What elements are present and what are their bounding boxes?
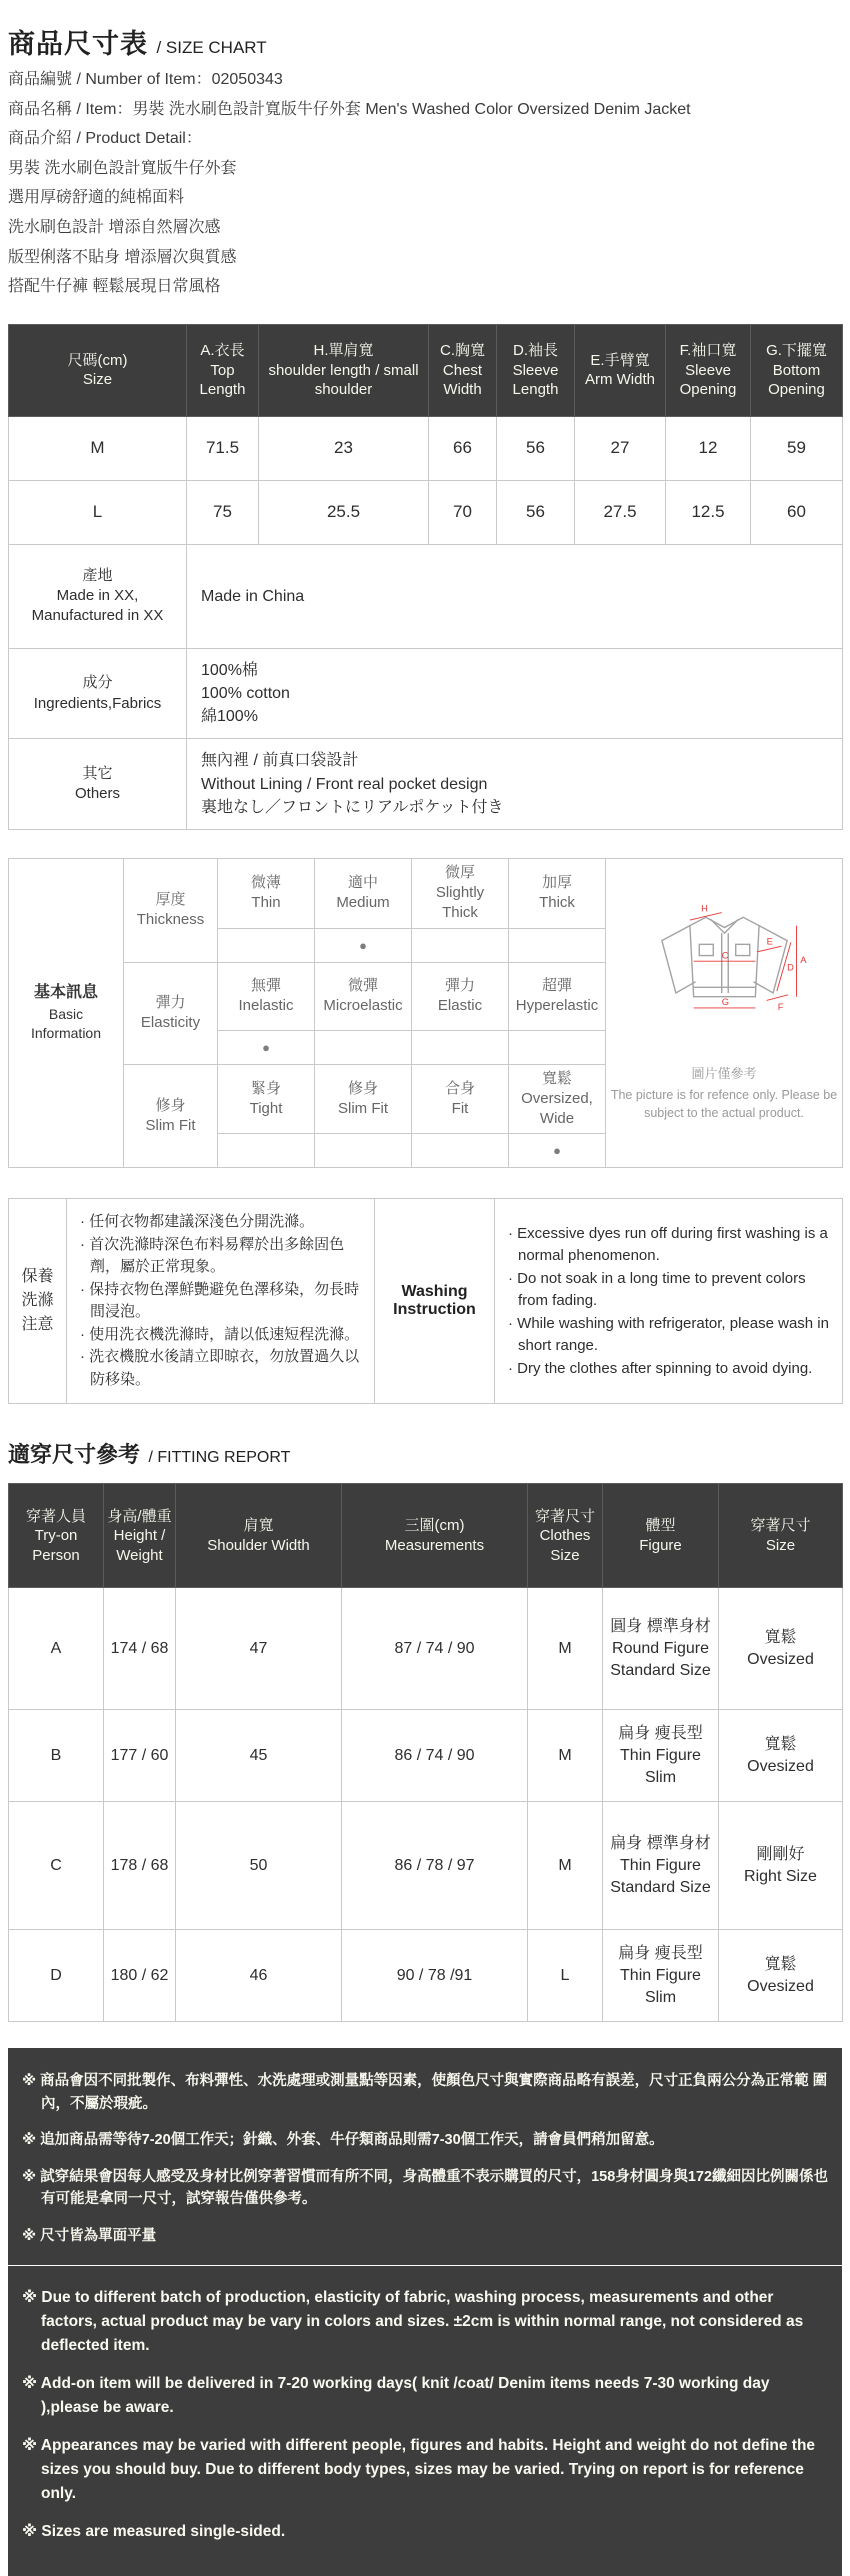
slimfit-label: 修身 Slim Fit [124,1064,218,1168]
note-item: ※ 試穿結果會因每人感受及身材比例穿著習慣而有所不同，身高體重不表示購買的尺寸，158身材圓身與172纖細因比例關係也有可能是拿同一尺寸，試穿報告僅供參考。 [22,2168,829,2208]
thickness-label: 厚度 Thickness [124,858,218,962]
page-title [8,22,842,61]
elasticity-option: 超彈 Hyperelastic [509,962,606,1030]
notes-en [22,2286,828,2544]
basic-info-label: 基本訊息 Basic Information [9,858,124,1168]
notes-divider [8,2265,842,2266]
page-title-en: / SIZE CHART [156,38,267,57]
size-value: 75 [187,480,259,544]
washing-row [9,1199,843,1404]
col-shoulder: H.單肩寬 shoulder length / small shoulder [259,324,429,416]
svg-text:C: C [721,950,728,961]
product-detail-label: 商品介紹 / Product Detail： [8,130,202,148]
wear-size: 寬鬆 Ovesized [719,1930,843,2022]
slimfit-option: 寬鬆 Oversized, Wide [509,1064,606,1134]
svg-text:F: F [777,1001,783,1012]
size-row-m [9,416,843,480]
measurements: 87 / 74 / 90 [342,1588,528,1710]
others-row [9,739,843,830]
size-value: 66 [429,416,497,480]
ingredients-row [9,648,843,739]
thickness-option: 微薄 Thin [218,858,315,928]
figure: 扁身 瘦長型 Thin Figure Slim [603,1930,719,2022]
note-item: ※ Appearances may be varied with different people, figures and habits. Height and weight do not define the sizes you should buy. Due to different body types, sizes may be varied. Trying on report is for reference only. [22,2437,816,2503]
shoulder: 50 [176,1802,342,1930]
clothes-size: L [528,1930,603,2022]
elasticity-dot [412,1030,509,1064]
product-detail-line: 洗水刷色設計 增添自然層次感 [8,218,221,236]
figure: 扁身 標準身材 Thin Figure Standard Size [603,1802,719,1930]
person: A [9,1588,104,1710]
person: D [9,1930,104,2022]
thickness-option: 微厚 Slightly Thick [412,858,509,928]
thickness-dot [412,928,509,962]
fitting-header-row [9,1484,843,1588]
thickness-dot: ● [315,928,412,962]
svg-text:D: D [786,962,794,973]
wear-size: 寬鬆 Ovesized [719,1710,843,1802]
ingredients-value: 100%棉 100% cotton 綿100% [187,648,843,739]
fitting-row-d [9,1930,843,2022]
wear-size: 剛剛好 Right Size [719,1802,843,1930]
col-measurements: 三圍(cm) Measurements [342,1484,528,1588]
washing-items-en: · Excessive dyes run off during first washing is a normal phenomenon. · Do not soak in a long time to prevent colors from fading. · While washing with refrigerator, please wash in short range. · Dry the clothes after spinning to avoid dying. [495,1199,843,1404]
size-label: M [9,416,187,480]
product-detail-line: 選用厚磅舒適的純棉面料 [8,189,185,207]
col-height-weight: 身高/體重 Height / Weight [104,1484,176,1588]
thickness-row [9,858,843,928]
col-sleeve-opening: F.袖口寬 Sleeve Opening [666,324,751,416]
thickness-option: 適中 Medium [315,858,412,928]
product-name-line: 商品名稱 / Item：男裝 洗水刷色設計寬版牛仔外套 Men's Washed Color Oversized Denim Jacket [8,100,691,118]
product-detail-line: 男裝 洗水刷色設計寬版牛仔外套 [8,159,237,177]
slimfit-option: 合身 Fit [412,1064,509,1134]
size-value: 70 [429,480,497,544]
size-value: 56 [497,416,575,480]
measurements: 86 / 74 / 90 [342,1710,528,1802]
col-wear-size: 穿著尺寸 Size [719,1484,843,1588]
jacket-diagram-icon [617,903,832,1053]
slimfit-dot [315,1134,412,1168]
note-item: ※ 尺寸皆為單面平量 [22,2227,157,2244]
product-number-line: 商品編號 / Number of Item：02050343 [8,71,283,88]
washing-label-zh: 保養 洗滌 注意 [9,1199,67,1404]
svg-text:G: G [721,997,729,1008]
slimfit-dot [218,1134,315,1168]
others-value: 無內裡 / 前真口袋設計 Without Lining / Front real pocket design 裏地なし／フロントにリアルポケット付き [187,739,843,830]
col-sleeve-length: D.袖長 Sleeve Length [497,324,575,416]
wear-size: 寬鬆 Ovesized [719,1588,843,1710]
note-item: ※ Sizes are measured single-sided. [22,2523,286,2541]
svg-text:E: E [766,936,773,947]
slimfit-option: 緊身 Tight [218,1064,315,1134]
product-detail-line: 版型俐落不貼身 增添層次與質感 [8,248,237,266]
col-figure: 體型 Figure [603,1484,719,1588]
col-bottom-opening: G.下擺寬 Bottom Opening [751,324,843,416]
elasticity-option: 彈力 Elastic [412,962,509,1030]
size-row-l [9,480,843,544]
measurements: 90 / 78 /91 [342,1930,528,2022]
fitting-report-title: 適穿尺寸參考 / FITTING REPORT [8,1442,291,1468]
size-value: 27 [575,416,666,480]
elasticity-label: 彈力 Elasticity [124,962,218,1064]
notes-section [8,2048,842,2576]
size-value: 27.5 [575,480,666,544]
note-item: ※ Due to different batch of production, elasticity of fabric, washing process, measurements and other factors, actual product may be vary in colors and sizes. ±2cm is within normal range, not considered as deflected item. [22,2289,804,2355]
basic-info-table [8,858,843,1169]
elasticity-dot [315,1030,412,1064]
measurements: 86 / 78 / 97 [342,1802,528,1930]
elasticity-option: 無彈 Inelastic [218,962,315,1030]
height-weight: 177 / 60 [104,1710,176,1802]
note-item: ※ Add-on item will be delivered in 7-20 working days( knit /coat/ Denim items needs 7-30 working day ),please be aware. [22,2375,770,2417]
elasticity-dot: ● [218,1030,315,1064]
ingredients-label: 成分 Ingredients,Fabrics [9,648,187,739]
size-value: 60 [751,480,843,544]
size-value: 12 [666,416,751,480]
washing-label-en: Washing Instruction [375,1199,495,1404]
size-value: 56 [497,480,575,544]
notes-zh [22,2070,828,2247]
slimfit-option: 修身 Slim Fit [315,1064,412,1134]
note-item: ※ 商品會因不同批製作、布料彈性、水洗處理或測量點等因素，使顏色尺寸與實際商品略有誤差，尺寸正負兩公分為正常範 圍內，不屬於瑕疵。 [22,2073,828,2112]
person: B [9,1710,104,1802]
size-value: 12.5 [666,480,751,544]
height-weight: 180 / 62 [104,1930,176,2022]
col-top-length: A.衣長 Top Length [187,324,259,416]
note-item: ※ 追加商品需等待7-20個工作天；針織、外套、牛仔類商品則需7-30個工作天，請會員們稍加留意。 [22,2132,664,2149]
elasticity-option: 微彈 Microelastic [315,962,412,1030]
size-chart-table [8,324,843,830]
height-weight: 178 / 68 [104,1802,176,1930]
origin-row [9,544,843,648]
svg-text:A: A [799,955,806,966]
size-label: L [9,480,187,544]
origin-value: Made in China [187,544,843,648]
col-size: 尺碼(cm) Size [9,324,187,416]
figure: 圓身 標準身材 Round Figure Standard Size [603,1588,719,1710]
product-detail-line: 搭配牛仔褲 輕鬆展現日常風格 [8,278,221,296]
shoulder: 46 [176,1930,342,2022]
figure: 扁身 瘦長型 Thin Figure Slim [603,1710,719,1802]
thickness-dot [509,928,606,962]
size-value: 25.5 [259,480,429,544]
figure-caption: 圖片僅參考 The picture is for refence only. Please be subject to the actual product. [610,1066,838,1121]
origin-label: 產地 Made in XX, Manufactured in XX [9,544,187,648]
fitting-row-a [9,1588,843,1710]
col-arm-width: E.手臂寬 Arm Width [575,324,666,416]
size-value: 23 [259,416,429,480]
svg-text:H: H [700,903,708,914]
size-value: 71.5 [187,416,259,480]
col-shoulder-width: 肩寬 Shoulder Width [176,1484,342,1588]
col-chest: C.胸寬 Chest Width [429,324,497,416]
fitting-row-b [9,1710,843,1802]
shoulder: 45 [176,1710,342,1802]
clothes-size: M [528,1710,603,1802]
clothes-size: M [528,1588,603,1710]
elasticity-dot [509,1030,606,1064]
size-table-header-row [9,324,843,416]
washing-items-zh: · 任何衣物都建議深淺色分開洗滌。 · 首次洗滌時深色布料易釋於出多餘固色劑，屬於正常現象。 · 保持衣物色澤鮮艷避免色澤移染，勿長時間浸泡。 · 使用洗衣機洗滌時，請以低速短程洗滌。 · 洗衣機脫水後請立即晾衣，勿放置過久以防移染。 [67,1199,375,1404]
slimfit-dot: ● [509,1134,606,1168]
person: C [9,1802,104,1930]
jacket-measure-figure [606,858,843,1168]
col-tryon-person: 穿著人員 Try-on Person [9,1484,104,1588]
slimfit-dot [412,1134,509,1168]
fitting-table [8,1483,843,2022]
page-title-zh: 商品尺寸表 [8,29,148,59]
height-weight: 174 / 68 [104,1588,176,1710]
shoulder: 47 [176,1588,342,1710]
washing-table [8,1198,843,1404]
thickness-dot [218,928,315,962]
thickness-option: 加厚 Thick [509,858,606,928]
size-value: 59 [751,416,843,480]
others-label: 其它 Others [9,739,187,830]
col-clothes-size: 穿著尺寸 Clothes Size [528,1484,603,1588]
clothes-size: M [528,1802,603,1930]
fitting-row-c [9,1802,843,1930]
